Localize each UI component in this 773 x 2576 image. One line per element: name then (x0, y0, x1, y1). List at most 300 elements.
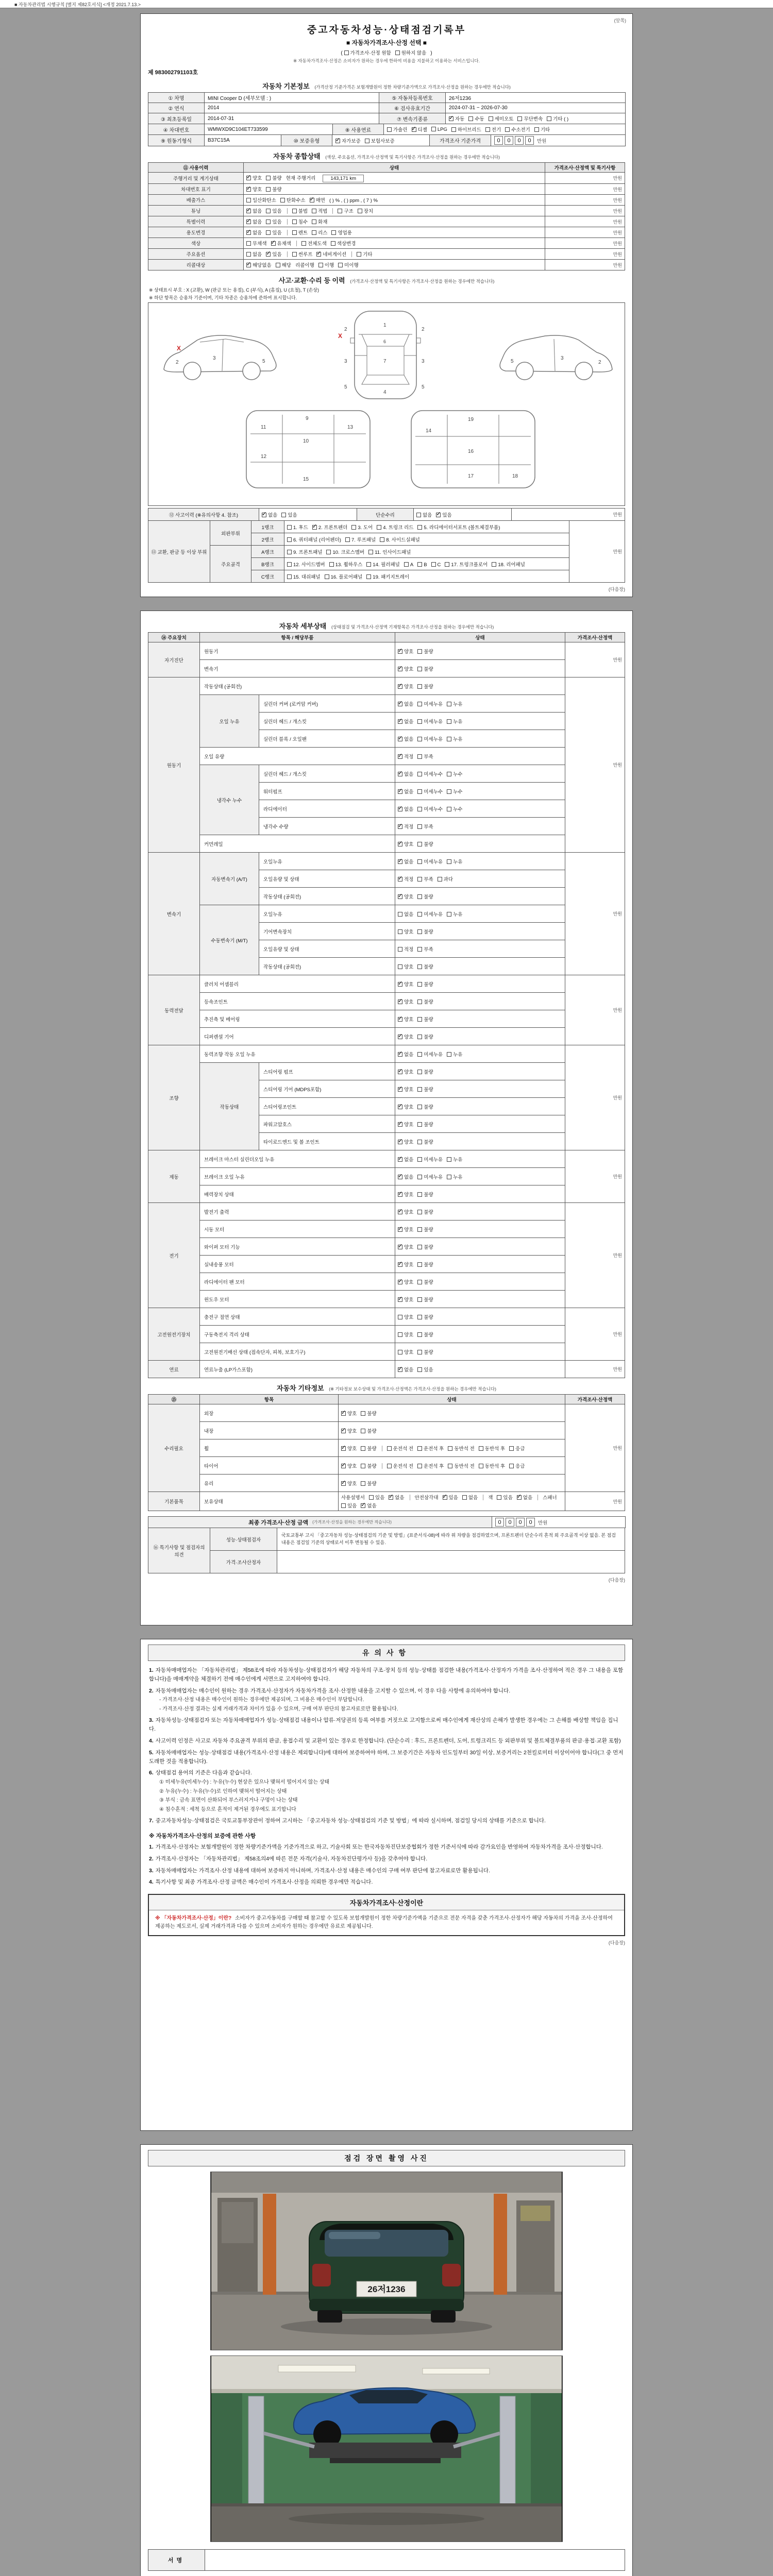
checkbox-option[interactable] (398, 1050, 413, 1058)
checkbox-option[interactable] (517, 1494, 532, 1501)
checkbox-option[interactable] (417, 753, 433, 760)
checkbox-option[interactable] (266, 218, 281, 225)
checkbox-option[interactable] (398, 910, 413, 918)
checkbox-option[interactable] (417, 1445, 444, 1452)
checkbox-option[interactable] (398, 1348, 413, 1355)
checkbox-option[interactable] (398, 805, 413, 812)
final-price-row (148, 1516, 625, 1528)
checkbox-option[interactable] (485, 126, 501, 133)
checkbox-option[interactable] (398, 1243, 413, 1250)
table-row (148, 1256, 625, 1273)
checkbox-box (246, 252, 251, 257)
checkbox-option[interactable] (341, 1462, 357, 1469)
checkbox-option[interactable] (447, 735, 462, 742)
checkbox-option[interactable] (417, 1015, 433, 1023)
checkbox-option[interactable] (417, 648, 433, 655)
checkbox-option[interactable] (398, 1086, 413, 1093)
checkbox-box (417, 1245, 422, 1249)
checkbox-box (417, 1070, 422, 1074)
checkbox-option[interactable] (417, 562, 427, 568)
checkbox-option[interactable] (246, 196, 276, 204)
checkbox-option[interactable] (266, 174, 281, 181)
price-definition-body: 소비자가 중고자동차를 구매할 때 참고할 수 있도록 보험개발원이 정한 차량기준가액을 기준으로 전문 자격을 갖춘 가격조사·산정자가 해당 자동차의 가격을 조사·산정하여 제공하는 제도로서, 실제 거래가격과 다를 수 있으며 소비자가 원하는 경우에만 유료로 제공됩니다. (155, 1916, 613, 1930)
checkbox-option[interactable] (417, 1068, 433, 1075)
checkbox-option[interactable] (398, 1278, 413, 1285)
checkbox-option[interactable] (479, 1445, 505, 1452)
checkbox-option[interactable] (417, 735, 443, 742)
checkbox-option[interactable] (447, 805, 462, 812)
checkbox-option[interactable] (266, 229, 281, 236)
checkbox-box (447, 912, 451, 917)
checkbox-option[interactable] (395, 49, 427, 56)
table-row (148, 1439, 625, 1457)
checkbox-option[interactable] (468, 115, 484, 122)
checkbox-option[interactable] (358, 207, 373, 214)
item-name: 윈도우 모터 (200, 1291, 395, 1308)
checkbox-option[interactable] (404, 562, 413, 568)
checkbox-option[interactable] (417, 1331, 433, 1338)
checkbox-option[interactable] (398, 1226, 413, 1233)
table-row (148, 1238, 625, 1256)
checkbox-option[interactable] (398, 1296, 413, 1303)
state-cell (395, 695, 565, 713)
checkbox-option[interactable] (246, 218, 262, 225)
checkbox-label: 불량 (424, 1332, 433, 1338)
checkbox-box (447, 702, 451, 706)
checkbox-option[interactable] (398, 1138, 413, 1145)
checkbox-option[interactable] (387, 1462, 413, 1469)
checkbox-label: 동반석 후 (484, 1463, 506, 1469)
checkbox-option[interactable] (417, 893, 433, 900)
checkbox-option[interactable] (448, 1462, 474, 1469)
checkbox-option[interactable] (398, 683, 413, 690)
checkbox-option[interactable] (417, 718, 443, 725)
checkbox-label: 미세누유 (424, 911, 443, 918)
state-code-legend: ※ 상태표시 부호 : X (교환), W (판금 또는 용접), C (부식), A (흠집), U (요철), T (손상) (149, 287, 319, 293)
checkbox-option[interactable] (398, 1156, 413, 1163)
checkbox-label: 렌트 (298, 230, 308, 236)
checkbox-option[interactable] (417, 910, 443, 918)
checkbox-option[interactable] (276, 261, 291, 268)
checkbox-option[interactable] (287, 548, 322, 555)
checkbox-option[interactable] (398, 1033, 413, 1040)
remarks-text (277, 1551, 625, 1573)
checkbox-option[interactable] (331, 229, 352, 236)
checkbox-option[interactable] (417, 1366, 433, 1373)
svg-text:16: 16 (468, 449, 474, 454)
checkbox-option[interactable] (417, 700, 443, 707)
checkbox-option[interactable] (447, 1173, 462, 1180)
checkbox-option[interactable] (387, 126, 408, 133)
checkbox-option[interactable] (416, 511, 432, 518)
checkbox-label: 적정 (404, 946, 414, 953)
checkbox-option[interactable] (398, 893, 413, 900)
checkbox-label: 양호 (404, 1244, 414, 1250)
checkbox-option[interactable] (479, 1462, 505, 1469)
checkbox-option[interactable] (398, 735, 413, 742)
checkbox-option[interactable] (280, 196, 306, 204)
checkbox-option[interactable] (351, 523, 373, 531)
checkbox-option[interactable] (331, 240, 356, 247)
checkbox-box (292, 219, 297, 224)
checkbox-option[interactable] (417, 945, 433, 953)
checkbox-box (449, 116, 453, 121)
checkbox-option[interactable] (246, 207, 262, 214)
device-name: 변속기 (148, 853, 200, 975)
checkbox-label: 불량 (424, 1122, 433, 1128)
checkbox-option[interactable] (417, 683, 433, 690)
checkbox-option[interactable] (312, 229, 327, 236)
divider (287, 219, 288, 225)
checkbox-option[interactable] (417, 928, 433, 935)
checkbox-box (417, 1052, 422, 1057)
checkbox-option[interactable] (389, 1494, 404, 1501)
checkbox-box (398, 912, 402, 917)
checkbox-option[interactable] (417, 1313, 433, 1320)
table-header-row (148, 1395, 625, 1404)
checkbox-box (417, 912, 422, 917)
checkbox-option[interactable] (335, 137, 361, 144)
checkbox-option[interactable] (398, 840, 413, 848)
checkbox-option[interactable] (312, 207, 327, 214)
basic-row (148, 124, 625, 135)
checkbox-box (387, 1464, 392, 1468)
checkbox-option[interactable] (417, 840, 433, 848)
checkbox-label: 누유 (453, 1052, 463, 1058)
checkbox-option[interactable] (417, 770, 443, 777)
checkbox-option[interactable] (398, 788, 413, 795)
checkbox-option[interactable] (398, 858, 413, 865)
checkbox-label: 없음 (253, 230, 262, 236)
checkbox-option[interactable] (436, 511, 451, 518)
checkbox-box (417, 1367, 422, 1372)
checkbox-option[interactable] (447, 1156, 462, 1163)
checkbox-option[interactable] (341, 1480, 357, 1487)
state-text: 현재 주행거리 (285, 176, 316, 181)
checkbox-label: 누유 (453, 719, 463, 725)
checkbox-option[interactable] (365, 137, 395, 144)
notice-item (149, 1867, 624, 1875)
checkbox-option[interactable] (292, 250, 313, 258)
checkbox-option[interactable] (361, 1410, 376, 1417)
usage-item: 튜닝 (148, 206, 244, 216)
checkbox-option[interactable] (325, 573, 363, 580)
checkbox-option[interactable] (398, 823, 413, 830)
checkbox-option[interactable] (341, 1502, 357, 1509)
checkbox-option[interactable] (398, 998, 413, 1005)
checkbox-label: 양호 (347, 1411, 357, 1417)
checkbox-option[interactable] (380, 536, 420, 543)
checkbox-option[interactable] (266, 185, 281, 193)
checkbox-option[interactable] (344, 49, 391, 56)
checkbox-option[interactable] (341, 1410, 357, 1417)
checkbox-option[interactable] (345, 536, 376, 543)
checkbox-option[interactable] (398, 753, 413, 760)
checkbox-option[interactable] (449, 115, 464, 122)
checkbox-option[interactable] (398, 648, 413, 655)
checkbox-option[interactable] (417, 1348, 433, 1355)
checkbox-option[interactable] (448, 1445, 474, 1452)
checkbox-option[interactable] (509, 1462, 525, 1469)
checkbox-option[interactable] (547, 115, 568, 122)
checkbox-box (417, 667, 422, 671)
checkbox-option[interactable] (417, 1278, 433, 1285)
checkbox-option[interactable] (398, 665, 413, 672)
checkbox-box (329, 562, 334, 567)
checkbox-option[interactable] (266, 250, 281, 258)
checkbox-option[interactable] (246, 229, 262, 236)
checkbox-option[interactable] (398, 980, 413, 988)
table-row (148, 546, 625, 558)
checkbox-label: 양호 (404, 1332, 414, 1338)
checkbox-option[interactable] (447, 858, 462, 865)
checkbox-box (398, 1210, 402, 1214)
checkbox-option[interactable] (312, 523, 347, 531)
checkbox-box (517, 1495, 522, 1500)
checkbox-option[interactable] (398, 1191, 413, 1198)
checkbox-option[interactable] (262, 511, 277, 518)
svg-text:1: 1 (383, 323, 386, 328)
checkbox-option[interactable] (287, 523, 308, 531)
checkbox-box (447, 719, 451, 724)
checkbox-option[interactable] (447, 1050, 462, 1058)
svg-text:2: 2 (598, 360, 601, 365)
checkbox-option[interactable] (398, 700, 413, 707)
checkbox-option[interactable] (417, 1191, 433, 1198)
checkbox-option[interactable] (417, 823, 433, 830)
checkbox-option[interactable] (361, 1427, 376, 1434)
checkbox-option[interactable] (417, 1138, 433, 1145)
checkbox-option[interactable] (398, 718, 413, 725)
state-cell (395, 975, 565, 993)
checkbox-label: 불량 (424, 841, 433, 848)
checkbox-option[interactable] (398, 945, 413, 953)
checkbox-option[interactable] (246, 185, 262, 193)
field-value: WMWXD9C104ET733599 (204, 124, 333, 135)
checkbox-option[interactable] (417, 998, 433, 1005)
checkbox-option[interactable] (417, 1086, 433, 1093)
checkbox-label: 없음 (404, 736, 414, 742)
checkbox-option[interactable] (368, 548, 411, 555)
checkbox-option[interactable] (271, 240, 292, 247)
checkbox-option[interactable] (287, 536, 341, 543)
price-cell: 만원 (565, 1361, 625, 1378)
checkbox-option[interactable] (398, 875, 413, 883)
checkbox-option[interactable] (361, 1480, 376, 1487)
checkbox-option[interactable] (489, 115, 514, 122)
checkbox-option[interactable] (310, 196, 325, 204)
checkbox-label: 16. 플로어패널 (330, 574, 363, 580)
checkbox-option[interactable] (292, 229, 308, 236)
checkbox-option[interactable] (266, 207, 281, 214)
checkbox-option[interactable] (447, 788, 462, 795)
checkbox-option[interactable] (398, 1068, 413, 1075)
state-cell (339, 1404, 565, 1422)
field-value: B37C15A (204, 134, 281, 146)
state-cell (395, 1326, 565, 1343)
checkbox-box (398, 1035, 402, 1039)
checkbox-option[interactable] (417, 1296, 433, 1303)
checkbox-option[interactable] (398, 928, 413, 935)
checkbox-option[interactable] (438, 875, 453, 883)
checkbox-option[interactable] (292, 218, 308, 225)
notice-text: 중고자동차성능·상태점검은 국토교통부장관이 정하여 고시하는 「중고자동차 성능·상태점검의 기준 및 방법」에 따라 실시하며, 점검일 당시의 상태를 기준으로 합니다. (155, 1818, 546, 1824)
checkbox-option[interactable] (246, 174, 262, 181)
checkbox-option[interactable] (462, 1494, 478, 1501)
checkbox-option[interactable] (341, 1427, 357, 1434)
checkbox-option[interactable] (417, 1050, 443, 1058)
checkbox-option[interactable] (398, 1015, 413, 1023)
checkbox-option[interactable] (292, 207, 308, 214)
checkbox-option[interactable] (447, 700, 462, 707)
checkbox-option[interactable] (369, 1494, 384, 1501)
checkbox-option[interactable] (329, 561, 363, 568)
checkbox-box (358, 209, 362, 213)
checkbox-option[interactable] (326, 548, 364, 555)
checkbox-option[interactable] (509, 1445, 525, 1452)
checkbox-option[interactable] (517, 115, 543, 122)
checkbox-box (366, 562, 371, 567)
checkbox-option[interactable] (431, 127, 447, 132)
checkbox-option[interactable] (417, 875, 433, 883)
checkbox-option[interactable] (281, 511, 297, 518)
checkbox-label: 있음 (503, 1495, 513, 1501)
checkbox-option[interactable] (338, 207, 353, 214)
checkbox-option[interactable] (287, 573, 321, 580)
item-name: 스티어링 기어 (MDPS포함) (259, 1080, 395, 1098)
checkbox-option[interactable] (357, 250, 372, 258)
device-name: 수리필요 (148, 1404, 200, 1492)
checkbox-option[interactable] (497, 1494, 512, 1501)
checkbox-option[interactable] (398, 1313, 413, 1320)
checkbox-option[interactable] (417, 1033, 433, 1040)
checkbox-option[interactable] (366, 573, 409, 580)
checkbox-option[interactable] (417, 1462, 444, 1469)
table-row (148, 206, 625, 216)
checkbox-option[interactable] (417, 1243, 433, 1250)
checkbox-option[interactable] (398, 1121, 413, 1128)
state-cell (395, 1115, 565, 1133)
table-row (148, 1045, 625, 1063)
checkbox-option[interactable] (417, 980, 433, 988)
checkbox-option[interactable] (361, 1445, 376, 1452)
checkbox-option[interactable] (318, 261, 334, 268)
other-title-note: (※ 기타정보 보수상태 및 가격조사·산정액은 가격조사·산정을 원하는 경우에만 적습니다) (329, 1386, 496, 1392)
signature-area[interactable] (205, 2550, 625, 2570)
checkbox-option[interactable] (312, 218, 327, 225)
checkbox-option[interactable] (417, 1156, 443, 1163)
checkbox-box (266, 252, 271, 257)
checkbox-option[interactable] (492, 561, 525, 568)
checkbox-box (287, 562, 292, 567)
checkbox-option[interactable] (417, 1208, 433, 1215)
checkbox-option[interactable] (447, 718, 462, 725)
checkbox-option[interactable] (341, 1445, 357, 1452)
checkbox-option[interactable] (398, 963, 413, 970)
checkbox-option[interactable] (301, 240, 327, 247)
checkbox-option[interactable] (445, 561, 488, 568)
checkbox-option[interactable] (431, 562, 441, 568)
checkbox-option[interactable] (287, 561, 325, 568)
checkbox-box (369, 1495, 374, 1500)
checkbox-option[interactable] (338, 261, 359, 268)
item-name: 와이퍼 모터 기능 (200, 1238, 395, 1256)
checkbox-option[interactable] (417, 963, 433, 970)
state-cell (339, 1475, 565, 1492)
checkbox-option[interactable] (417, 1261, 433, 1268)
notices-body (148, 1666, 625, 1887)
checkbox-label: C (437, 562, 441, 568)
checkbox-option[interactable] (412, 126, 427, 133)
device-name: 고전원전기장치 (148, 1308, 200, 1361)
svg-text:12: 12 (261, 454, 267, 460)
checkbox-option[interactable] (534, 126, 550, 133)
state-cell (395, 1185, 565, 1203)
checkbox-option[interactable] (398, 1261, 413, 1268)
checkbox-label: 누수 (453, 771, 463, 777)
price-cell: 만원 (565, 975, 625, 1045)
checkbox-box (479, 1464, 483, 1468)
checkbox-option[interactable] (398, 1208, 413, 1215)
checkbox-label: 무채색 (253, 241, 267, 247)
checkbox-option[interactable] (417, 858, 443, 865)
checkbox-box (398, 1297, 402, 1302)
checkbox-option[interactable] (451, 126, 481, 133)
checkbox-option[interactable] (361, 1462, 376, 1469)
checkbox-label: 불량 (424, 1349, 433, 1355)
checkbox-option[interactable] (417, 1226, 433, 1233)
checkbox-box (398, 859, 402, 864)
checkbox-option[interactable] (366, 561, 400, 568)
checkbox-box (412, 127, 416, 132)
checkbox-option[interactable] (398, 1331, 413, 1338)
checkbox-option[interactable] (246, 261, 272, 268)
checkbox-option[interactable] (398, 1103, 413, 1110)
checkbox-option[interactable] (361, 1502, 376, 1509)
checkbox-option[interactable] (417, 665, 433, 672)
checkbox-option[interactable] (447, 910, 462, 918)
checkbox-option[interactable] (398, 1366, 413, 1373)
table-row (148, 660, 625, 677)
checkbox-option[interactable] (505, 126, 530, 133)
checkbox-option[interactable] (398, 770, 413, 777)
checkbox-option[interactable] (417, 788, 443, 795)
state-cell (395, 1361, 565, 1378)
checkbox-option[interactable] (443, 1494, 458, 1501)
checkbox-option[interactable] (398, 1173, 413, 1180)
checkbox-option[interactable] (377, 523, 413, 531)
checkbox-label: 없음 (253, 252, 262, 258)
checkbox-option[interactable] (447, 770, 462, 777)
value-box: 143,171 km (323, 175, 364, 182)
checkbox-option[interactable] (387, 1445, 413, 1452)
notice-subitem: ④ 침수흔적 : 세척 등으로 흔적이 제거된 경우에도 표기합니다 (159, 1806, 296, 1812)
col-item: 항목 / 해당부품 (200, 633, 395, 642)
checkbox-option[interactable] (417, 1173, 443, 1180)
subgroup-name: 오일 누유 (200, 695, 259, 748)
checkbox-option[interactable] (246, 250, 262, 258)
table-row (148, 905, 625, 923)
checkbox-option[interactable] (417, 1121, 433, 1128)
checkbox-option[interactable] (417, 523, 500, 531)
checkbox-option[interactable] (246, 240, 267, 247)
checkbox-option[interactable] (316, 250, 346, 258)
item-name: 타이로드엔드 및 볼 조인트 (259, 1133, 395, 1150)
state-cell (395, 1098, 565, 1115)
checkbox-option[interactable] (417, 1103, 433, 1110)
table-row (148, 1010, 625, 1028)
checkbox-option[interactable] (417, 805, 443, 812)
